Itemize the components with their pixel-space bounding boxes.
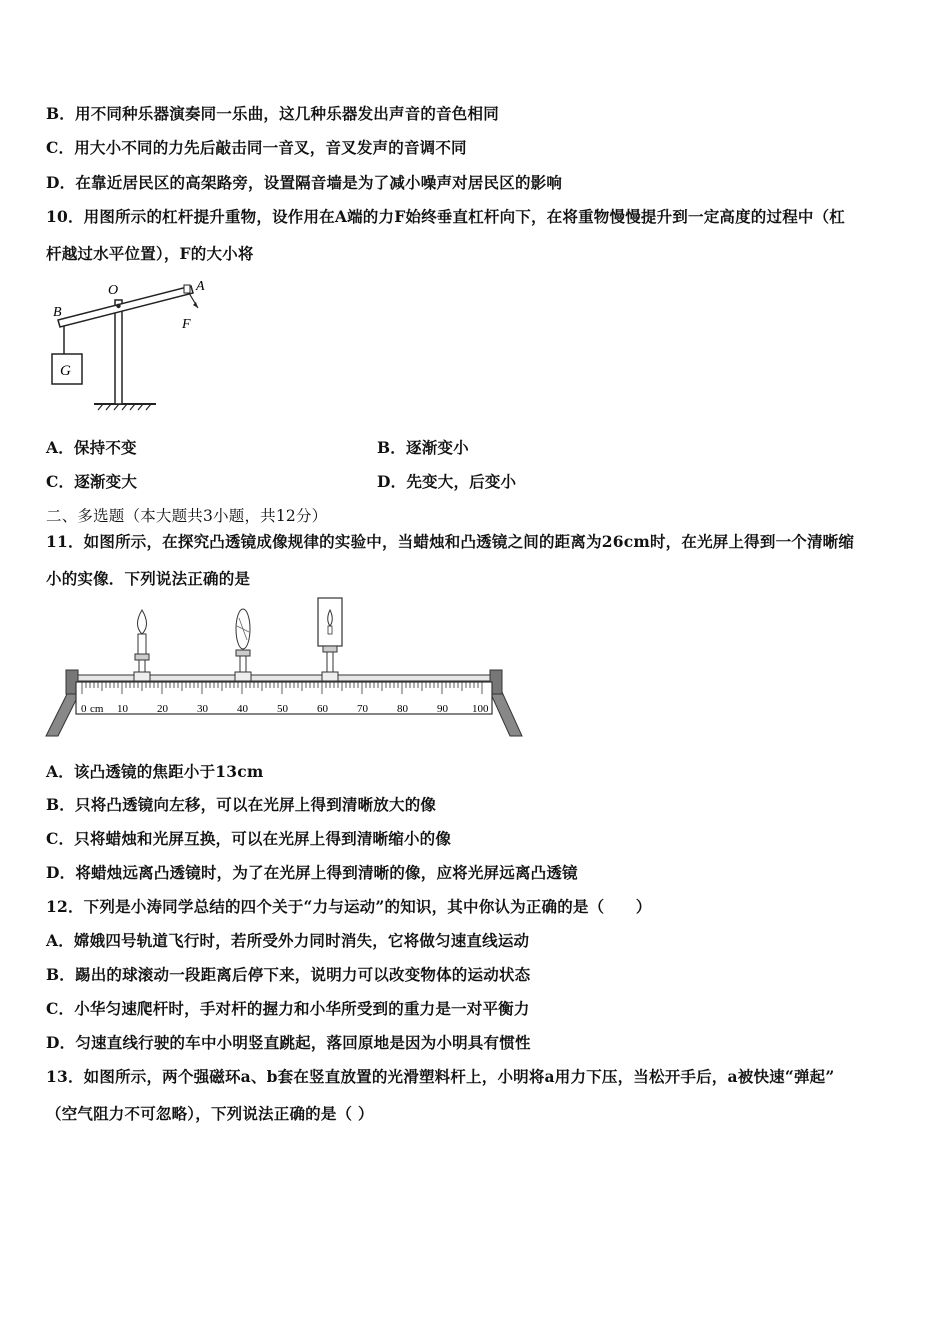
lever-figure	[46, 272, 216, 417]
tick-label-90: 90	[437, 703, 448, 715]
q9-option-b: B．用不同种乐器演奏同一乐曲，这几种乐器发出声音的音色相同	[46, 104, 499, 123]
lever-label-a: A	[196, 279, 205, 294]
q10-stem-line2: 杆越过水平位置），F的大小将	[46, 244, 254, 263]
q11-option-b: B．只将凸透镜向左移，可以在光屏上得到清晰放大的像	[46, 795, 437, 814]
tick-label-50: 50	[277, 703, 288, 715]
q11-option-c: C．只将蜡烛和光屏互换，可以在光屏上得到清晰缩小的像	[46, 829, 452, 848]
weight-label-g: G	[60, 363, 71, 379]
tick-label-30: 30	[197, 703, 208, 715]
q11-stem-line2: 小的实像．下列说法正确的是	[46, 569, 251, 588]
tick-label-80: 80	[397, 703, 408, 715]
q13-stem-line1: 13．如图所示，两个强磁环a、b套在竖直放置的光滑塑料杆上，小明将a用力下压，当松开手后，a被快速“弹起”	[46, 1067, 835, 1086]
convex-lens	[235, 609, 251, 681]
q10-stem-line1: 10．用图所示的杠杆提升重物，设作用在A端的力F始终垂直杠杆向下，在将重物慢慢提升到一定高度的过程中（杠	[46, 207, 846, 226]
lever-label-o: O	[108, 283, 119, 298]
q10-option-c: C．逐渐变大	[46, 472, 138, 491]
light-screen	[318, 598, 342, 681]
candle	[134, 610, 150, 681]
q10-option-d: D．先变大，后变小	[377, 472, 517, 491]
q10-option-a: A．保持不变	[46, 438, 137, 457]
q12-option-a: A．嫦娥四号轨道飞行时，若所受外力同时消失，它将做匀速直线运动	[46, 931, 530, 950]
tick-label-100: 100	[472, 703, 489, 715]
tick-label-60: 60	[317, 703, 328, 715]
q12-stem: 12．下列是小涛同学总结的四个关于“力与运动”的知识，其中你认为正确的是（ ）	[46, 897, 652, 916]
tick-label-20: 20	[157, 703, 168, 715]
q9-option-c: C．用大小不同的力先后敲击同一音叉，音叉发声的音调不同	[46, 138, 467, 157]
optical-bench-figure	[44, 596, 526, 742]
q11-option-a: A．该凸透镜的焦距小于13cm	[46, 762, 264, 781]
q12-option-c: C．小华匀速爬杆时，手对杆的握力和小华所受到的重力是一对平衡力	[46, 999, 530, 1018]
q10-option-b: B．逐渐变小	[377, 438, 469, 457]
tick-label-40: 40	[237, 703, 248, 715]
q12-option-b: B．踢出的球滚动一段距离后停下来，说明力可以改变物体的运动状态	[46, 965, 531, 984]
lever-label-b: B	[53, 305, 62, 320]
q9-option-d: D．在靠近居民区的高架路旁，设置隔音墙是为了减小噪声对居民区的影响	[46, 173, 563, 192]
q11-stem-line1: 11．如图所示，在探究凸透镜成像规律的实验中，当蜡烛和凸透镜之间的距离为26cm时，在光屏上得到一个清晰缩	[46, 532, 855, 551]
lever-label-f: F	[182, 317, 191, 332]
ruler-unit-cm: cm	[90, 703, 104, 715]
section-heading-multiple-choice: 二、多选题（本大题共3小题，共12分）	[46, 507, 328, 525]
tick-label-70: 70	[357, 703, 368, 715]
q13-stem-line2: （空气阻力不可忽略），下列说法正确的是（ ）	[46, 1104, 374, 1123]
q12-option-d: D．匀速直线行驶的车中小明竖直跳起，落回原地是因为小明具有惯性	[46, 1033, 531, 1052]
q11-option-d: D．将蜡烛远离凸透镜时，为了在光屏上得到清晰的像，应将光屏远离凸透镜	[46, 863, 578, 882]
tick-label-0: 0	[81, 703, 87, 715]
tick-label-10: 10	[117, 703, 128, 715]
